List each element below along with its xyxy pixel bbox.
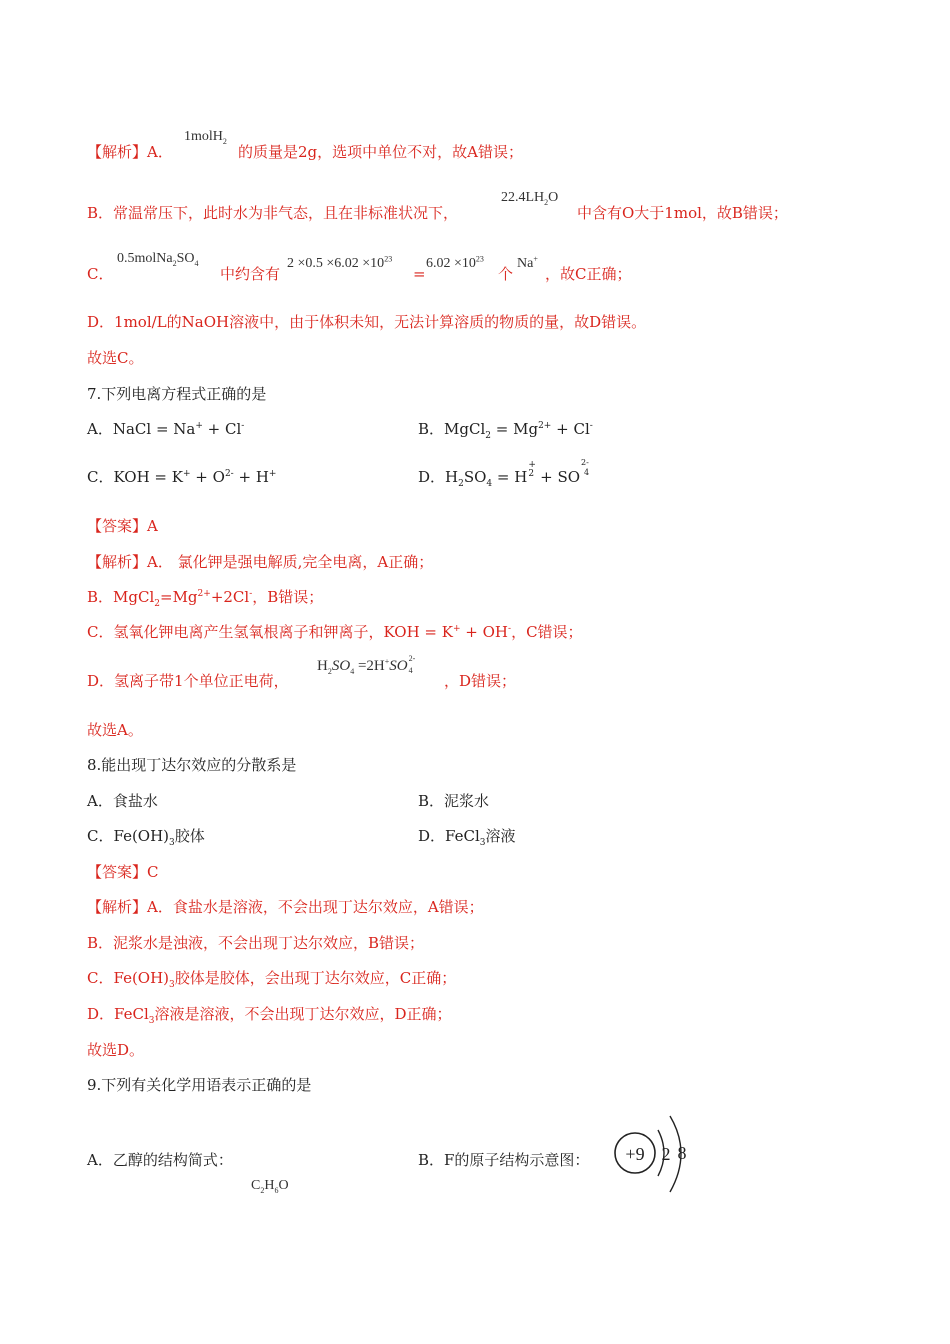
q8-stem: 8.能出现丁达尔效应的分散系是 xyxy=(87,756,297,774)
q8-explanation-d: D．FeCl$_3$溶液是溶液，不会出现丁达尔效应，D正确； xyxy=(87,1005,452,1026)
q8-option-b: B．泥浆水 xyxy=(418,792,490,810)
q6-b-formula: $22.4LH_2O$ xyxy=(501,190,559,207)
q6-a-text: 的质量是2g，选项中单位不对，故A错误； xyxy=(238,143,523,161)
q7-d-formula: $H_2SO_4 =2H^+SO$ 2- 4 xyxy=(317,654,416,676)
q7-answer: 【答案】A xyxy=(87,517,158,535)
q6-c-eq: = xyxy=(413,265,426,283)
q9-option-b: B．F的原子结构示意图： xyxy=(418,1151,590,1169)
q7-d-f-sub3: 4 xyxy=(408,666,413,675)
q8-explanation-a: 【解析】A．食盐水是溶液，不会出现丁达尔效应，A错误； xyxy=(87,898,484,916)
q6-explanation-a: 【解析】A． xyxy=(87,143,173,161)
q8-answer: 【答案】C xyxy=(87,863,159,881)
q7-explanation-a: 【解析】A． 氯化钾是强电解质,完全电离，A正确； xyxy=(87,553,434,571)
nucleus-charge: +9 xyxy=(625,1144,645,1164)
shell-2-electrons: 8 xyxy=(677,1143,687,1163)
q8-option-c: C．$Fe(OH)_3$胶体 xyxy=(87,827,205,848)
q8-option-d: D．FeCl$_3$溶液 xyxy=(418,827,516,848)
q8-choice: 故选D。 xyxy=(87,1041,145,1059)
q6-c-text2: 个 xyxy=(498,265,514,283)
q7-d-h-sub: 2 xyxy=(528,469,535,479)
q8-option-a: A．食盐水 xyxy=(87,792,158,810)
q7-d-so-sub: 4 xyxy=(584,468,590,477)
q6-c-expr1: $2 \times 0.5 \times 6.02 \times 10^{23}$ xyxy=(287,254,393,271)
q6-a-formula: 1molH$_2$ xyxy=(184,129,227,146)
q7-d-h-sup: + xyxy=(528,460,536,470)
q7-explanation-d: D．氢离子带1个单位正电荷， xyxy=(87,672,289,690)
q6-choice: 故选C。 xyxy=(87,349,144,367)
shell-1-electrons: 2 xyxy=(661,1144,671,1164)
q6-explanation-c: C． xyxy=(87,265,114,283)
q7-option-b: B．MgCl$_2$ = $Mg^{2+} + Cl^-$ xyxy=(418,420,593,441)
q6-c-text1: 中约含有 xyxy=(220,265,281,283)
q7-d-f-sup2: 2- xyxy=(408,654,416,663)
q6-c-formula1: $0.5molNa_2SO_4$ xyxy=(117,251,199,268)
q9-option-a: A．乙醇的结构简式： xyxy=(87,1151,233,1169)
q6-explanation-b: B．常温常压下，此时水为非气态，且在非标准状况下， xyxy=(87,204,459,222)
q6-c-ion: Na+ xyxy=(517,254,538,271)
q7-d-text: ，D错误； xyxy=(444,672,517,690)
q8-explanation-c: C．$Fe(OH)_3$胶体是胶体，会出现丁达尔效应，C正确； xyxy=(87,969,457,990)
q7-stem: 7.下列电离方程式正确的是 xyxy=(87,385,267,403)
q7-d-so-sup: 2- xyxy=(581,458,589,467)
fluorine-atom-diagram xyxy=(612,1110,692,1200)
q7-choice: 故选A。 xyxy=(87,721,143,739)
q7-explanation-b: B．$MgCl_2=Mg^{2+}+2Cl^-$，B错误； xyxy=(87,588,324,609)
q7-option-c: C．KOH = $K^+ + O^{2-} + H^+$ xyxy=(87,468,277,486)
q9-a-formula: $C_2H_6O$ xyxy=(251,1178,289,1195)
q7-option-a: A．NaCl = Na+ + Cl- xyxy=(87,420,245,438)
q6-explanation-d: D．1mol/L的NaOH溶液中，由于体积未知，无法计算溶质的物质的量，故D错误。 xyxy=(87,313,647,331)
q6-c-expr2: $6.02 \times 10^{23}$ xyxy=(426,254,484,271)
q7-explanation-c: C．氢氧化钾电离产生氢氧根离子和钾离子，KOH = K+ + OH-，C错误； xyxy=(87,623,583,641)
q8-explanation-b: B．泥浆水是浊液，不会出现丁达尔效应，B错误； xyxy=(87,934,425,952)
q7-option-d: D．$H_2SO_4 = H$ + 2 + SO 2- 4 xyxy=(418,467,590,487)
q6-b-text: 中含有O大于1mol，故B错误； xyxy=(577,204,788,222)
q9-stem: 9.下列有关化学用语表示正确的是 xyxy=(87,1076,312,1094)
q6-c-text3: ，故C正确； xyxy=(545,265,632,283)
